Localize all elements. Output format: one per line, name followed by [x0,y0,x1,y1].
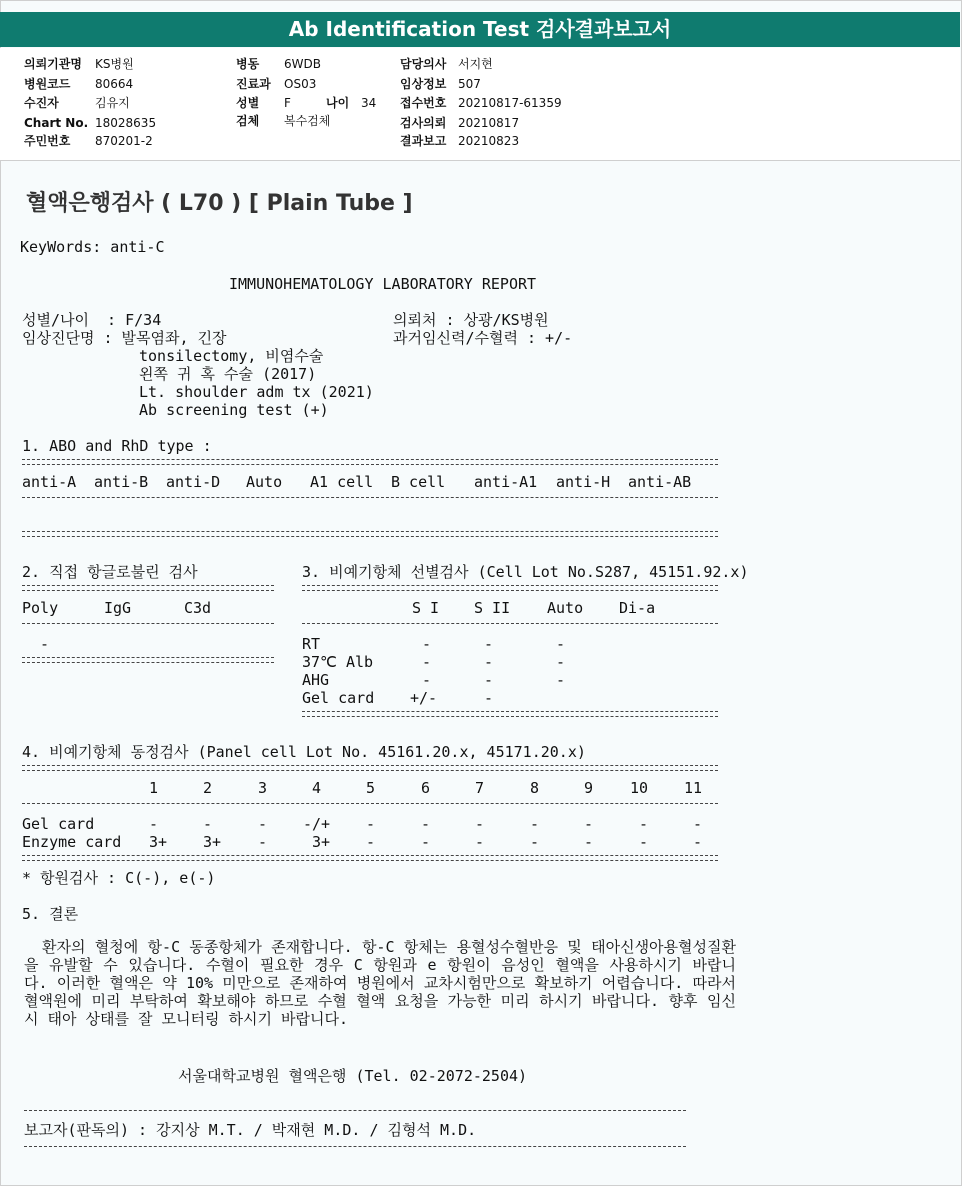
panel-row-label: Gel card [22,815,95,833]
panel-header: 11 [684,779,703,797]
panel-cell: - [693,815,703,833]
conclusion-text: 환자의 혈청에 항-C 동종항체가 존재합니다. 항-C 항체는 용혈성수혈반응 및 태아신생아용혈성질환을 유발할 수 있습니다. 수혈이 필요한 경우 C 항원과 e 항원이 음성인 혈액을 사용하시기 바랍니다. 이러한 혈액은 약 10% 미만으로 존재하여 병원에서 교차시험만으로 확보하기 어렵습니다. 따라서 혈액원에 미리 부탁하여 확보해야 하므로 수혈 혈액 요청을 가능한 미리 하시기 바랍니다. 향후 임신 시 태아 상태를 잘 모니터링 하시기 바랍니다. [24,938,736,1028]
value-receipt-no: 20210817-61359 [458,96,562,110]
value-ward: 6WDB [284,57,321,71]
screening-cell: - [484,635,494,653]
divider [22,585,274,591]
screening-cell: - [484,671,494,689]
panel-cell: - [584,833,594,851]
panel-cell: - [475,833,485,851]
screening-row-label: RT [302,635,321,653]
panel-cell: - [366,833,376,851]
divider [22,765,718,771]
value-hospital-code: 80664 [95,77,134,91]
screening-row-label: AHG [302,671,330,689]
abo-header-3: anti-D [166,473,221,491]
diagnosis-line-5: Ab screening test (+) [139,401,329,419]
panel-header: 7 [475,779,485,797]
screening-header-dia: Di-a [619,599,656,617]
value-patient: 김유지 [95,96,130,110]
value-report-date: 20210823 [458,134,520,148]
label-department: 진료과 [236,77,271,91]
abo-header-9: anti-AB [628,473,692,491]
dat-header-igg: IgG [104,599,132,617]
panel-cell: - [530,833,540,851]
lab-report-title: IMMUNOHEMATOLOGY LABORATORY REPORT [229,275,537,293]
screening-row-label: 37℃ Alb [302,653,374,671]
dat-value: - [40,635,50,653]
screening-header-auto: Auto [547,599,584,617]
label-specimen: 검체 [236,114,260,128]
screening-cell: - [556,635,566,653]
label-chart-no: Chart No. [24,116,89,130]
divider [22,855,718,861]
abo-header-1: anti-A [22,473,77,491]
panel-cell: - [639,833,649,851]
patient-info-panel [0,48,960,161]
panel-header: 10 [630,779,649,797]
label-age: 나이 [326,96,350,110]
screening-cell: - [484,653,494,671]
divider [24,1146,686,1147]
panel-title: 4. 비예기항체 동정검사 (Panel cell Lot No. 45161.20.x, 45171.20.x) [22,743,586,761]
value-request-date: 20210817 [458,116,520,130]
label-report-date: 결과보고 [400,134,447,148]
value-department: OS03 [284,77,317,91]
label-hospital-code: 병원코드 [24,77,71,91]
section-title: 혈액은행검사 ( L70 ) [ Plain Tube ] [26,191,413,216]
label-physician: 담당의사 [400,57,447,71]
panel-header: 3 [258,779,268,797]
value-chart-no: 18028635 [95,116,157,130]
label-ward: 병동 [236,57,260,71]
panel-cell: - [584,815,594,833]
panel-header: 8 [530,779,540,797]
label-patient: 수진자 [24,96,59,110]
divider [22,657,274,663]
label-receipt-no: 접수번호 [400,96,447,110]
divider [22,531,718,537]
diagnosis-line-1: 임상진단명 : 발목염좌, 긴장 [22,329,227,347]
screening-cell: - [556,653,566,671]
panel-cell: 3+ [203,833,222,851]
label-institution: 의뢰기관명 [24,57,82,71]
reporter: 보고자(판독의) : 강지상 M.T. / 박재현 M.D. / 김형석 M.D. [24,1121,477,1139]
abo-header-5: A1 cell [310,473,374,491]
antigen-note: * 항원검사 : C(-), e(-) [22,869,216,887]
report-title: Ab Identification Test 검사결과보고서 [0,12,960,47]
screening-cell: - [422,635,432,653]
panel-header: 9 [584,779,594,797]
screening-cell: - [422,653,432,671]
divider [22,623,274,624]
screening-row-label: Gel card [302,689,375,707]
screening-header-s1: S I [412,599,440,617]
diagnosis-line-2: tonsilectomy, 비염수술 [139,347,324,365]
panel-header: 6 [421,779,431,797]
divider [302,585,718,591]
panel-cell: - [203,815,213,833]
dat-title: 2. 직접 항글로불린 검사 [22,563,198,581]
value-clinical-info: 507 [458,77,481,91]
panel-cell: - [421,815,431,833]
value-resident-no: 870201-2 [95,134,153,148]
abo-header-7: anti-A1 [474,473,538,491]
panel-row-label: Enzyme card [22,833,122,851]
hospital-contact: 서울대학교병원 혈액은행 (Tel. 02-2072-2504) [178,1067,528,1085]
referrer: 의뢰처 : 상광/KS병원 [393,311,549,329]
label-resident-no: 주민번호 [24,134,71,148]
value-specimen: 복수검체 [284,114,331,128]
abo-header-4: Auto [246,473,283,491]
divider [302,711,718,717]
value-sex: F [284,96,291,110]
panel-cell: - [421,833,431,851]
sex-age: 성별/나이 : F/34 [22,311,162,329]
label-sex: 성별 [236,96,260,110]
value-age: 34 [361,96,377,110]
panel-header: 5 [366,779,376,797]
divider [22,497,718,498]
panel-cell: 3+ [312,833,331,851]
panel-cell: - [693,833,703,851]
abo-header-8: anti-H [556,473,611,491]
divider [24,1110,686,1111]
screening-cell: +/- [410,689,438,707]
panel-cell: - [475,815,485,833]
panel-header: 4 [312,779,322,797]
value-institution: KS병원 [95,57,134,71]
panel-cell: 3+ [149,833,168,851]
conclusion-title: 5. 결론 [22,905,79,923]
dat-header-poly: Poly [22,599,59,617]
label-clinical-info: 임상정보 [400,77,447,91]
value-physician: 서지현 [458,57,493,71]
panel-cell: - [639,815,649,833]
dat-header-c3d: C3d [184,599,212,617]
panel-cell: - [530,815,540,833]
screening-cell: - [484,689,494,707]
panel-cell: -/+ [303,815,331,833]
panel-cell: - [258,833,268,851]
screening-cell: - [556,671,566,689]
label-request-date: 검사의뢰 [400,116,447,130]
panel-cell: - [149,815,159,833]
diagnosis-line-3: 왼쪽 귀 혹 수술 (2017) [139,365,317,383]
divider [22,459,718,465]
panel-header: 1 [149,779,159,797]
abo-title: 1. ABO and RhD type : [22,437,212,455]
divider [22,803,718,804]
panel-cell: - [258,815,268,833]
panel-cell: - [366,815,376,833]
screening-cell: - [422,671,432,689]
screening-title: 3. 비예기항체 선별검사 (Cell Lot No.S287, 45151.92.x) [302,563,749,581]
panel-header: 2 [203,779,213,797]
divider [302,623,718,624]
transfusion-history: 과거임신력/수혈력 : +/- [393,329,573,347]
abo-header-2: anti-B [94,473,149,491]
screening-header-s2: S II [474,599,511,617]
diagnosis-line-4: Lt. shoulder adm tx (2021) [139,383,374,401]
abo-header-6: B cell [391,473,446,491]
keywords: KeyWords: anti-C [20,238,165,256]
